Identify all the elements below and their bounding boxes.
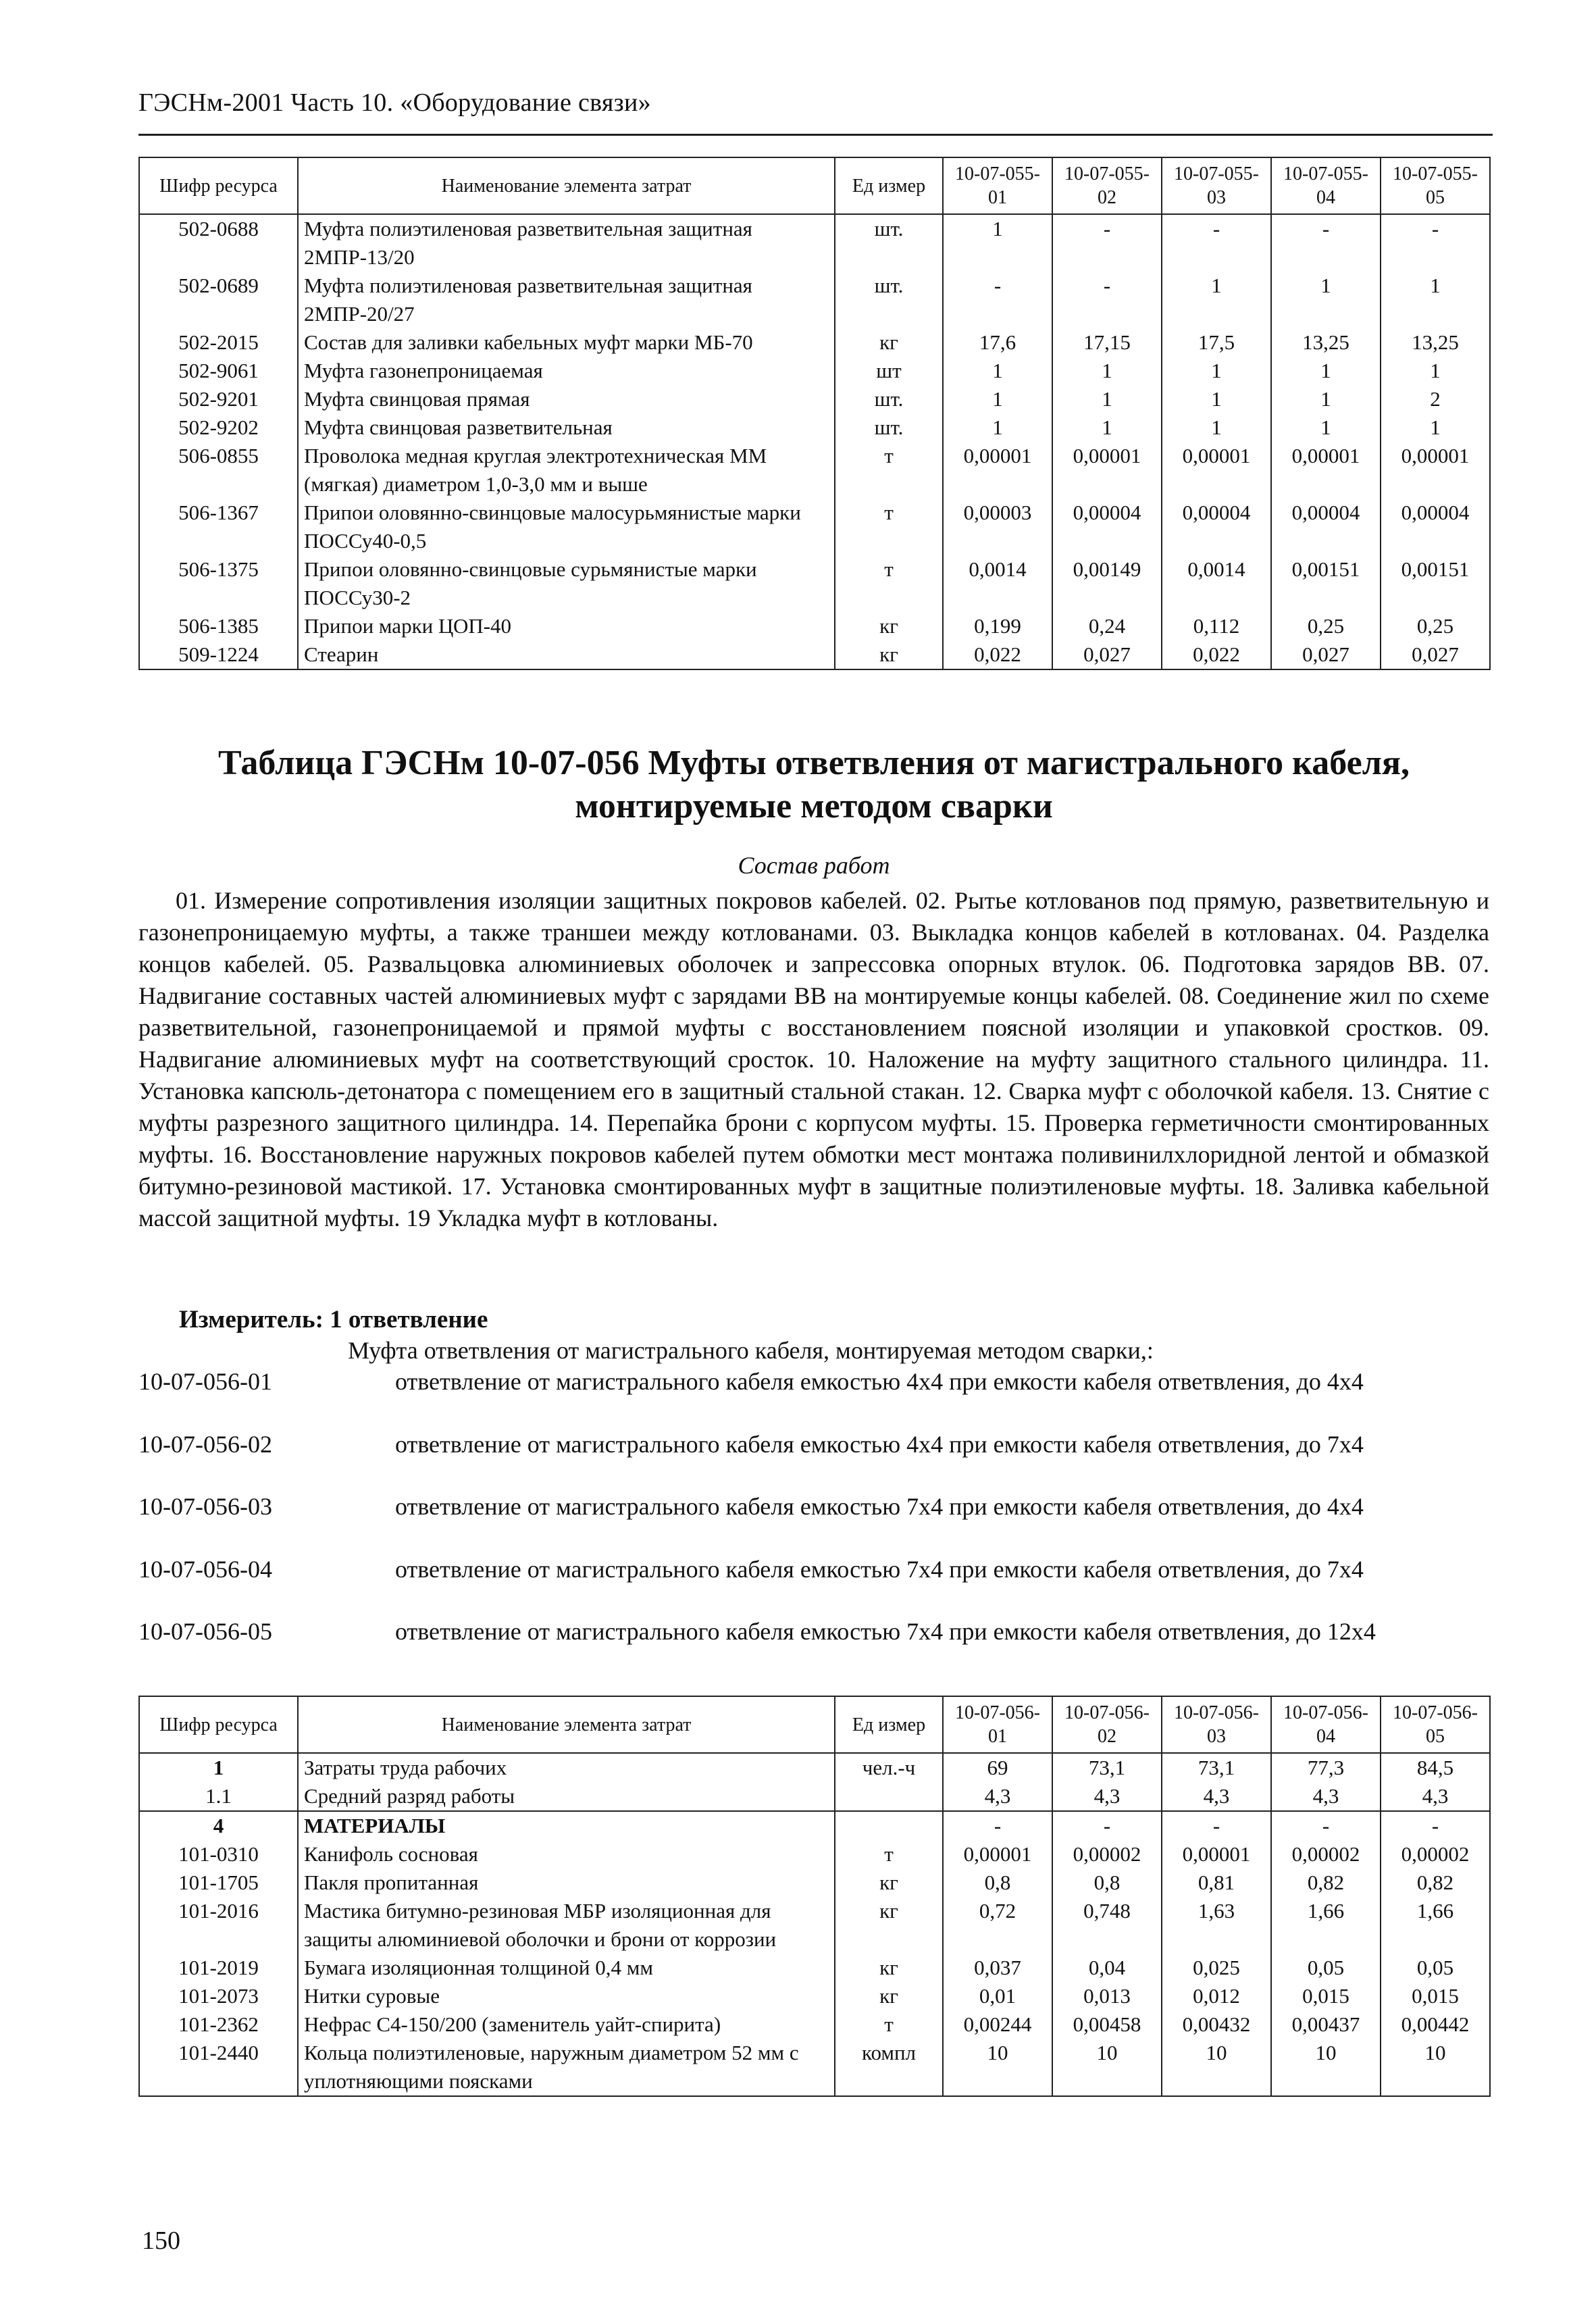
value-cell: - <box>1162 1811 1271 1840</box>
value-cell: 73,1 <box>1052 1753 1162 1782</box>
table-row <box>139 413 1490 442</box>
value-cell: 1 <box>1052 385 1162 413</box>
unit-cell: шт. <box>835 413 943 442</box>
value-cell: 0,013 <box>1052 1982 1162 2010</box>
value-cell: 10 <box>1381 2039 1490 2096</box>
value-cell: 1 <box>1381 272 1490 328</box>
value-cell: 0,8 <box>1052 1869 1162 1897</box>
table-row <box>139 555 1490 612</box>
value-cell: 1 <box>943 357 1052 385</box>
value-cell: 0,022 <box>1162 640 1271 669</box>
running-header: ГЭСНм-2001 Часть 10. «Оборудование связи» <box>138 88 651 117</box>
value-cell: 0,00003 <box>943 499 1052 555</box>
resource-name: Канифоль сосновая <box>298 1840 835 1869</box>
variant-code: 10-07-056-02 <box>138 1431 272 1458</box>
resource-name: Бумага изоляционная толщиной 0,4 мм <box>298 1954 835 1982</box>
table-row <box>139 612 1490 640</box>
table-row <box>139 1753 1490 1782</box>
value-cell: 0,00004 <box>1162 499 1271 555</box>
resource-name: МАТЕРИАЛЫ <box>298 1811 835 1840</box>
value-cell: - <box>1162 214 1271 272</box>
value-cell: 0,027 <box>1271 640 1381 669</box>
resources-table-055 <box>138 157 1491 670</box>
value-cell: 69 <box>943 1753 1052 1782</box>
table-row <box>139 328 1490 357</box>
value-cell: 0,25 <box>1381 612 1490 640</box>
resource-code: 1.1 <box>139 1782 298 1811</box>
resources-table-056 <box>138 1696 1491 2097</box>
value-cell: 0,81 <box>1162 1869 1271 1897</box>
value-cell: - <box>943 272 1052 328</box>
value-cell: 0,72 <box>943 1897 1052 1954</box>
column-header: 10-07-056-05 <box>1381 1696 1490 1753</box>
resource-name: Состав для заливки кабельных муфт марки МБ-70 <box>298 328 835 357</box>
header-rule <box>138 134 1493 136</box>
meter-label: Измеритель: <box>179 1306 324 1333</box>
resource-name: Пакля пропитанная <box>298 1869 835 1897</box>
column-header: Ед измер <box>835 1696 943 1753</box>
variant-text: ответвление от магистрального кабеля емкостью 7x4 при емкости кабеля ответвления, до 7x4 <box>395 1556 1364 1583</box>
value-cell: 0,24 <box>1052 612 1162 640</box>
value-cell: 0,82 <box>1271 1869 1381 1897</box>
value-cell: 0,05 <box>1381 1954 1490 1982</box>
work-composition-text: 01. Измерение сопротивления изоляции защитных покровов кабелей. 02. Рытье котлованов под прямую, разветвительную и газонепроницаемую муфты, а также траншеи между котлованами. 03. Выкладка концов кабелей в котлованах. 04. Разделка концов кабелей. 05. Развальцовка алюминиевых оболочек и запрессовка опорных втулок. 06. Подготовка зарядов ВВ. 07. Надвигание составных частей алюминиевых муфт с зарядами ВВ на монтируемые концы кабелей. 08. Соединение жил по схеме разветвительной, газонепроницаемой и прямой муфты с восстановлением поясной изоляции и упаковкой сростков. 09. Надвигание алюминиевых муфт на соответствующий сросток. 10. Наложение на муфту защитного стального цилиндра. 11. Установка капсюль-детонатора с помещением его в защитный стальной стакан. 12. Сварка муфт с оболочкой кабеля. 13. Снятие с муфты разрезного защитного цилиндра. 14. Перепайка брони с корпусом муфты. 15. Проверка герметичности смонтированных муфты. 16. Восстановление наружных покровов кабелей путем обмотки мест монтажа поливинилхлоридной лентой и обмазкой битумно-резиновой мастикой. 17. Установка смонтированных муфт в защитные полиэтиленовые муфты. 18. Заливка кабельной массой защитной муфты. 19 Укладка муфт в котлованы. <box>138 887 1489 1231</box>
resource-code: 506-1375 <box>139 555 298 612</box>
value-cell: 0,00001 <box>1162 1840 1271 1869</box>
resource-name: Нефрас С4-150/200 (заменитель уайт-спирита) <box>298 2010 835 2039</box>
value-cell: 4,3 <box>1052 1782 1162 1811</box>
value-cell: 4,3 <box>1381 1782 1490 1811</box>
table-row <box>139 1840 1490 1869</box>
variant-code: 10-07-056-03 <box>138 1493 272 1520</box>
table-row <box>139 640 1490 669</box>
meter-value: 1 ответвление <box>330 1306 488 1333</box>
value-cell: 0,82 <box>1381 1869 1490 1897</box>
resource-code: 506-0855 <box>139 442 298 499</box>
value-cell: 1 <box>1052 357 1162 385</box>
column-header: 10-07-056-02 <box>1052 1696 1162 1753</box>
variant-intro: Муфта ответвления от магистрального кабеля, монтируемая методом сварки,: <box>348 1337 1154 1364</box>
unit-cell: т <box>835 1840 943 1869</box>
column-header: Наименование элемента затрат <box>298 157 835 214</box>
table-title: Таблица ГЭСНм 10-07-056 Муфты ответвления от магистрального кабеля, монтируемые методом сварки <box>217 744 1410 825</box>
table-row <box>139 357 1490 385</box>
value-cell: 0,00004 <box>1381 499 1490 555</box>
unit-cell: т <box>835 499 943 555</box>
table-row <box>139 2010 1490 2039</box>
table-header-row <box>139 157 1490 214</box>
value-cell: 13,25 <box>1271 328 1381 357</box>
resource-name: Нитки суровые <box>298 1982 835 2010</box>
value-cell: 10 <box>1052 2039 1162 2096</box>
value-cell: 0,00432 <box>1162 2010 1271 2039</box>
resource-code: 502-2015 <box>139 328 298 357</box>
value-cell: 0,015 <box>1271 1982 1381 2010</box>
variant-code: 10-07-056-01 <box>138 1368 272 1395</box>
resource-name: Припои оловянно-свинцовые малосурьмянистые марки ПОССу40-0,5 <box>298 499 835 555</box>
resource-name: Мастика битумно-резиновая МБР изоляционная для защиты алюминиевой оболочки и брони от коррозии <box>298 1897 835 1954</box>
column-header: 10-07-055-01 <box>943 157 1052 214</box>
resource-name: Средний разряд работы <box>298 1782 835 1811</box>
column-header: 10-07-056-01 <box>943 1696 1052 1753</box>
unit-cell: компл <box>835 2039 943 2096</box>
column-header: Ед измер <box>835 157 943 214</box>
resource-name: Проволока медная круглая электротехническая ММ (мягкая) диаметром 1,0-3,0 мм и выше <box>298 442 835 499</box>
unit-cell: т <box>835 2010 943 2039</box>
value-cell: 1 <box>1162 413 1271 442</box>
table-header-row <box>139 1696 1490 1753</box>
value-cell: 0,015 <box>1381 1982 1490 2010</box>
resource-name: Стеарин <box>298 640 835 669</box>
value-cell: 0,037 <box>943 1954 1052 1982</box>
value-cell: 1 <box>943 385 1052 413</box>
column-header: 10-07-055-03 <box>1162 157 1271 214</box>
table-body <box>139 1753 1490 2096</box>
value-cell: 0,00004 <box>1271 499 1381 555</box>
table-row <box>139 1782 1490 1811</box>
resource-code: 4 <box>139 1811 298 1840</box>
value-cell: 1 <box>1271 272 1381 328</box>
value-cell: 10 <box>1162 2039 1271 2096</box>
value-cell: 0,00004 <box>1052 499 1162 555</box>
resource-code: 506-1385 <box>139 612 298 640</box>
value-cell: 1 <box>1271 413 1381 442</box>
value-cell: 0,00442 <box>1381 2010 1490 2039</box>
value-cell: 1,63 <box>1162 1897 1271 1954</box>
value-cell: 0,199 <box>943 612 1052 640</box>
resource-name: Кольца полиэтиленовые, наружным диаметром 52 мм с уплотняющими поясками <box>298 2039 835 2096</box>
value-cell: 1 <box>1271 357 1381 385</box>
resource-code: 101-1705 <box>139 1869 298 1897</box>
value-cell: 4,3 <box>1162 1782 1271 1811</box>
table-row <box>139 1897 1490 1954</box>
value-cell: 0,00151 <box>1271 555 1381 612</box>
resource-code: 1 <box>139 1753 298 1782</box>
value-cell: - <box>1052 1811 1162 1840</box>
resource-code: 101-0310 <box>139 1840 298 1869</box>
variant-code: 10-07-056-04 <box>138 1556 272 1583</box>
value-cell: 0,00001 <box>1271 442 1381 499</box>
resource-code: 101-2440 <box>139 2039 298 2096</box>
value-cell: 1 <box>1162 357 1271 385</box>
table-row <box>139 499 1490 555</box>
value-cell: 0,012 <box>1162 1982 1271 2010</box>
unit-cell: шт. <box>835 385 943 413</box>
value-cell: 0,00001 <box>943 1840 1052 1869</box>
value-cell: 0,05 <box>1271 1954 1381 1982</box>
value-cell: 1 <box>1271 385 1381 413</box>
value-cell: 0,112 <box>1162 612 1271 640</box>
value-cell: 4,3 <box>1271 1782 1381 1811</box>
value-cell: 0,00151 <box>1381 555 1490 612</box>
value-cell: 0,027 <box>1381 640 1490 669</box>
resource-name: Затраты труда рабочих <box>298 1753 835 1782</box>
value-cell: 0,00002 <box>1271 1840 1381 1869</box>
value-cell: 0,25 <box>1271 612 1381 640</box>
value-cell: 0,00244 <box>943 2010 1052 2039</box>
value-cell: - <box>943 1811 1052 1840</box>
value-cell: 17,5 <box>1162 328 1271 357</box>
resource-code: 101-2019 <box>139 1954 298 1982</box>
table-row <box>139 1811 1490 1840</box>
value-cell: - <box>1381 214 1490 272</box>
value-cell: 1 <box>943 214 1052 272</box>
column-header: Наименование элемента затрат <box>298 1696 835 1753</box>
resource-name: Припои оловянно-свинцовые сурьмянистые марки ПОССу30-2 <box>298 555 835 612</box>
unit-cell: чел.-ч <box>835 1753 943 1782</box>
column-header: Шифр ресурса <box>139 1696 298 1753</box>
resource-name: Муфта полиэтиленовая разветвительная защитная 2МПР-13/20 <box>298 214 835 272</box>
value-cell: - <box>1052 272 1162 328</box>
resource-code: 509-1224 <box>139 640 298 669</box>
resource-name: Припои марки ЦОП-40 <box>298 612 835 640</box>
value-cell: 0,00437 <box>1271 2010 1381 2039</box>
work-composition-heading: Состав работ <box>738 852 890 879</box>
value-cell: 17,6 <box>943 328 1052 357</box>
value-cell: 1 <box>1162 385 1271 413</box>
column-header: 10-07-055-02 <box>1052 157 1162 214</box>
value-cell: 10 <box>1271 2039 1381 2096</box>
value-cell: 0,00002 <box>1381 1840 1490 1869</box>
value-cell: 10 <box>943 2039 1052 2096</box>
unit-cell <box>835 1782 943 1811</box>
column-header: 10-07-056-04 <box>1271 1696 1381 1753</box>
value-cell: 1 <box>1381 413 1490 442</box>
value-cell: 0,022 <box>943 640 1052 669</box>
resource-code: 502-0688 <box>139 214 298 272</box>
value-cell: 0,00001 <box>1381 442 1490 499</box>
value-cell: 84,5 <box>1381 1753 1490 1782</box>
unit-cell: кг <box>835 1982 943 2010</box>
variant-code: 10-07-056-05 <box>138 1618 272 1645</box>
resource-name: Муфта свинцовая прямая <box>298 385 835 413</box>
value-cell: 0,00001 <box>1162 442 1271 499</box>
unit-cell: кг <box>835 328 943 357</box>
value-cell: 13,25 <box>1381 328 1490 357</box>
value-cell: 1,66 <box>1271 1897 1381 1954</box>
table-row <box>139 2039 1490 2096</box>
value-cell: 0,748 <box>1052 1897 1162 1954</box>
table-row <box>139 442 1490 499</box>
value-cell: 1 <box>1162 272 1271 328</box>
value-cell: 0,00149 <box>1052 555 1162 612</box>
value-cell: - <box>1271 214 1381 272</box>
value-cell: 1,66 <box>1381 1897 1490 1954</box>
value-cell: 0,0014 <box>943 555 1052 612</box>
column-header: Шифр ресурса <box>139 157 298 214</box>
table-row <box>139 214 1490 272</box>
value-cell: 0,00002 <box>1052 1840 1162 1869</box>
value-cell: 1 <box>1381 357 1490 385</box>
resource-code: 101-2073 <box>139 1982 298 2010</box>
resource-code: 101-2016 <box>139 1897 298 1954</box>
resource-name: Муфта газонепроницаемая <box>298 357 835 385</box>
unit-cell: кг <box>835 1869 943 1897</box>
variant-text: ответвление от магистрального кабеля емкостью 4x4 при емкости кабеля ответвления, до 4x4 <box>395 1368 1364 1395</box>
unit-cell: кг <box>835 1897 943 1954</box>
resource-code: 502-9201 <box>139 385 298 413</box>
value-cell: 4,3 <box>943 1782 1052 1811</box>
value-cell: 0,8 <box>943 1869 1052 1897</box>
value-cell: - <box>1381 1811 1490 1840</box>
resource-code: 101-2362 <box>139 2010 298 2039</box>
resource-name: Муфта свинцовая разветвительная <box>298 413 835 442</box>
table-row <box>139 385 1490 413</box>
value-cell: 0,04 <box>1052 1954 1162 1982</box>
value-cell: 0,00001 <box>1052 442 1162 499</box>
value-cell: 0,025 <box>1162 1954 1271 1982</box>
resource-code: 502-9061 <box>139 357 298 385</box>
unit-cell: т <box>835 442 943 499</box>
value-cell: 0,0014 <box>1162 555 1271 612</box>
resource-code: 506-1367 <box>139 499 298 555</box>
value-cell: 1 <box>1052 413 1162 442</box>
value-cell: 0,00458 <box>1052 2010 1162 2039</box>
variant-text: ответвление от магистрального кабеля емкостью 4x4 при емкости кабеля ответвления, до 7x4 <box>395 1431 1364 1458</box>
unit-cell <box>835 1811 943 1840</box>
value-cell: 0,01 <box>943 1982 1052 2010</box>
unit-cell: кг <box>835 1954 943 1982</box>
value-cell: 0,00001 <box>943 442 1052 499</box>
resource-name: Муфта полиэтиленовая разветвительная защитная 2МПР-20/27 <box>298 272 835 328</box>
value-cell: 17,15 <box>1052 328 1162 357</box>
unit-cell: кг <box>835 612 943 640</box>
column-header: 10-07-056-03 <box>1162 1696 1271 1753</box>
unit-cell: шт <box>835 357 943 385</box>
value-cell: 2 <box>1381 385 1490 413</box>
unit-cell: шт. <box>835 214 943 272</box>
column-header: 10-07-055-04 <box>1271 157 1381 214</box>
value-cell: 0,027 <box>1052 640 1162 669</box>
variant-text: ответвление от магистрального кабеля емкостью 7x4 при емкости кабеля ответвления, до 12x4 <box>395 1618 1376 1645</box>
table-body <box>139 214 1490 669</box>
column-header: 10-07-055-05 <box>1381 157 1490 214</box>
table-row <box>139 1982 1490 2010</box>
value-cell: 73,1 <box>1162 1753 1271 1782</box>
meter-line <box>179 1305 488 1334</box>
variant-text: ответвление от магистрального кабеля емкостью 7x4 при емкости кабеля ответвления, до 4x4 <box>395 1493 1364 1520</box>
value-cell: 77,3 <box>1271 1753 1381 1782</box>
table-row <box>139 272 1490 328</box>
resource-code: 502-9202 <box>139 413 298 442</box>
unit-cell: т <box>835 555 943 612</box>
unit-cell: шт. <box>835 272 943 328</box>
table-row <box>139 1954 1490 1982</box>
table-row <box>139 1869 1490 1897</box>
unit-cell: кг <box>835 640 943 669</box>
page-number: 150 <box>142 2227 180 2255</box>
value-cell: - <box>1052 214 1162 272</box>
value-cell: 1 <box>943 413 1052 442</box>
resource-code: 502-0689 <box>139 272 298 328</box>
value-cell: - <box>1271 1811 1381 1840</box>
